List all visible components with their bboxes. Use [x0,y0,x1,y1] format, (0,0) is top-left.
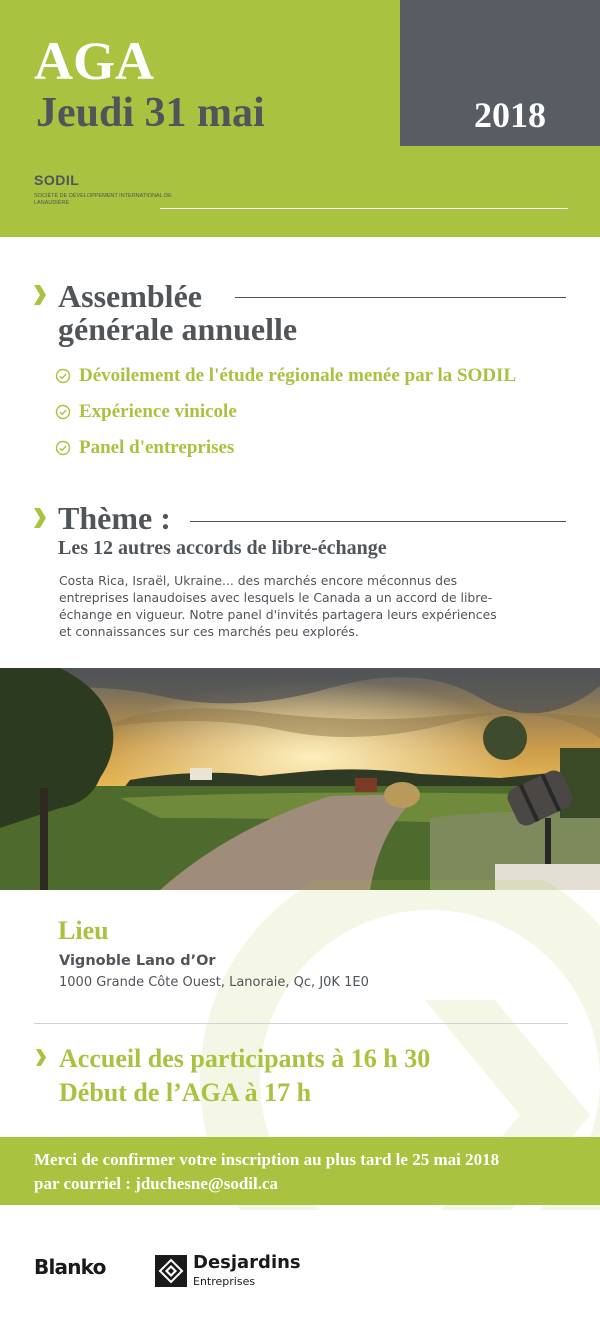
blanko-logo: Blanko [34,1255,106,1279]
event-title: AGA [34,31,154,91]
theme-title: Thème : [58,500,171,536]
header-banner [0,0,600,237]
venue-title: Lieu [58,916,109,945]
rsvp-banner [0,1137,600,1205]
agenda-item-label: Expérience vinicole [79,401,237,422]
assembly-title-line1: Assemblée [58,278,202,314]
venue-address: 1000 Grande Côte Ouest, Lanoraie, Qc, J0K 1E0 [59,975,369,990]
check-circle-icon [55,368,71,384]
agenda-item-2 [55,402,237,421]
start-time: Début de l’AGA à 17 h [59,1078,312,1107]
desjardins-logo-subtitle: Entreprises [193,1275,256,1288]
desjardins-logo: Desjardins [193,1252,301,1273]
rsvp-email[interactable]: par courriel : jduchesne@sodil.ca [34,1174,279,1193]
desjardins-logo-icon [155,1255,187,1287]
theme-subtitle: Les 12 autres accords de libre-échange [58,537,387,559]
rsvp-deadline: Merci de confirmer votre inscription au plus tard le 25 mai 2018 [34,1150,500,1169]
theme-rule [190,521,566,522]
assembly-rule [235,297,566,298]
vineyard-photo [0,668,600,890]
agenda-item-1 [55,366,516,385]
chevron-right-icon [34,508,46,528]
chevron-right-icon [34,285,46,305]
chevron-right-icon [36,1049,46,1066]
agenda-item-label: Dévoilement de l'étude régionale menée par la SODIL [79,365,517,386]
venue-divider [34,1023,568,1024]
venue-name: Vignoble Lano d’Or [59,953,216,969]
theme-description: Costa Rica, Israël, Ukraine... des marchés encore méconnus des entreprises lanaudoises avec lesquels le Canada a un accord de libre-échange en vigueur. Notre panel d'invités partagera leurs expériences et connaissances sur ces marchés peu explorés. [59,573,497,639]
event-date: Jeudi 31 mai [36,90,265,136]
assembly-title-line2: générale annuelle [58,311,298,347]
welcome-time: Accueil des participants à 16 h 30 [59,1044,431,1073]
check-circle-icon [55,440,71,456]
agenda-item-label: Panel d'entreprises [79,437,235,458]
sodil-logo: SODIL [34,172,80,188]
check-circle-icon [55,404,71,420]
header-divider [160,208,568,209]
agenda-item-3 [55,438,234,457]
sodil-logo-subtitle: SOCIÉTÉ DE DÉVELOPPEMENT INTERNATIONAL DE LANAUDIÈRE [34,193,172,206]
event-year: 2018 [474,95,546,135]
